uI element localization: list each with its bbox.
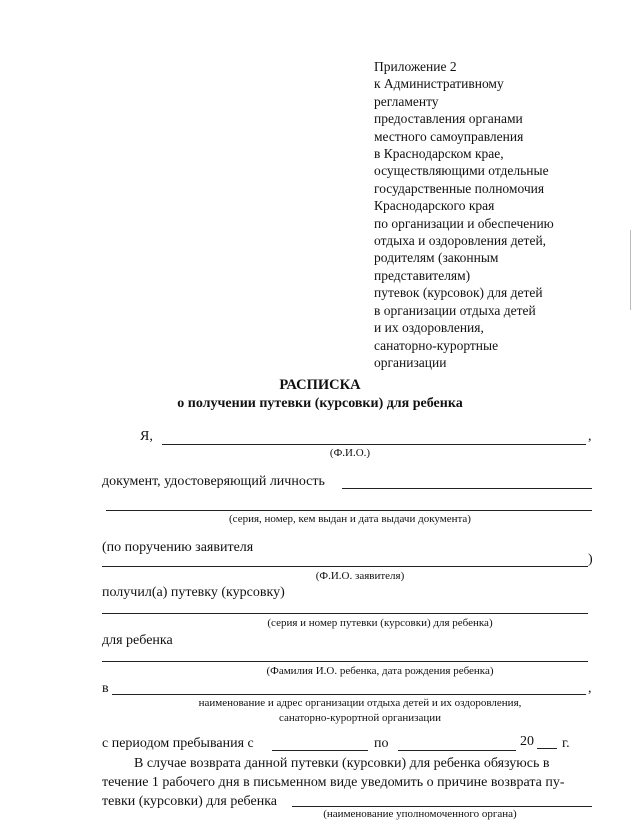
appendix-line: представителям) (374, 267, 471, 283)
received-label: получил(а) путевку (курсовку) (102, 585, 285, 600)
appendix-line: в Краснодарском крае, (374, 146, 504, 162)
appendix-line: предоставления органами (374, 111, 523, 127)
voucher-field[interactable] (102, 613, 588, 614)
close-paren: ) (588, 552, 593, 567)
appendix-line: регламенту (374, 93, 439, 109)
organization-field[interactable] (112, 694, 586, 695)
appendix-line: в организации отдыха детей (374, 302, 536, 318)
appendix-line: государственные полномочия (374, 180, 545, 196)
authority-field[interactable] (292, 806, 592, 807)
return-text-line2: течение 1 рабочего дня в письменном виде уведомить о причине возврата пу- (102, 775, 565, 790)
appendix-line: и их оздоровления, (374, 320, 484, 336)
appendix-line: отдыха и оздоровления детей, (374, 233, 547, 249)
organization-caption-line1: наименование и адрес организации отдыха детей и их оздоровления, (198, 697, 522, 709)
appendix-line: к Административному (374, 76, 504, 92)
applicant-caption: (Ф.И.О. заявителя) (315, 570, 405, 582)
period-to-label: по (374, 736, 389, 751)
document-title: РАСПИСКА (279, 377, 361, 393)
applicant-field[interactable] (102, 566, 588, 567)
organization-comma: , (588, 681, 592, 696)
doc-label: документ, удостоверяющий личность (102, 474, 325, 489)
i-label: Я, (140, 429, 153, 444)
return-text-line1: В случае возврата данной путевки (курсовки) для ребенка обязуюсь в (134, 756, 550, 771)
appendix-line: Краснодарского края (374, 198, 495, 214)
doc-field-continuation[interactable] (106, 510, 592, 511)
by-order-label: (по поручению заявителя (102, 540, 254, 555)
year-field[interactable] (537, 748, 557, 749)
child-caption: (Фамилия И.О. ребенка, дата рождения ребенка) (266, 665, 494, 677)
appendix-line: организации (374, 354, 447, 370)
year-prefix: 20 (520, 734, 534, 749)
organization-caption-line2: санаторно-курортной организации (278, 712, 442, 724)
authority-caption: (наименование уполномоченного органа) (323, 808, 517, 820)
period-label: с периодом пребывания с (102, 736, 254, 751)
document-subtitle: о получении путевки (курсовки) для ребенка (177, 396, 463, 411)
period-from-field[interactable] (272, 750, 368, 751)
period-to-field[interactable] (398, 750, 516, 751)
scan-edge-mark (630, 230, 631, 310)
appendix-line: по организации и обеспечению (374, 215, 554, 231)
in-label: в (102, 681, 109, 696)
appendix-line: санаторно-курортные (374, 337, 499, 353)
child-field[interactable] (102, 661, 588, 662)
appendix-line: родителям (законным (374, 250, 499, 266)
doc-field[interactable] (342, 488, 592, 489)
appendix-line: путевок (курсовок) для детей (374, 285, 543, 301)
for-child-label: для ребенка (102, 633, 173, 648)
fio-caption: (Ф.И.О.) (329, 447, 371, 459)
doc-caption: (серия, номер, кем выдан и дата выдачи документа) (229, 513, 471, 525)
appendix-line: Приложение 2 (374, 59, 457, 74)
voucher-caption: (серия и номер путевки (курсовки) для ребенка) (267, 617, 493, 629)
return-text-line3: тевки (курсовки) для ребенка (102, 794, 277, 809)
appendix-line: осуществляющими отдельные (374, 163, 549, 179)
fio-comma: , (588, 429, 592, 444)
appendix-line: местного самоуправления (374, 128, 524, 144)
fio-field[interactable] (162, 444, 586, 445)
appendix-block (374, 58, 614, 371)
year-suffix: г. (562, 736, 570, 751)
